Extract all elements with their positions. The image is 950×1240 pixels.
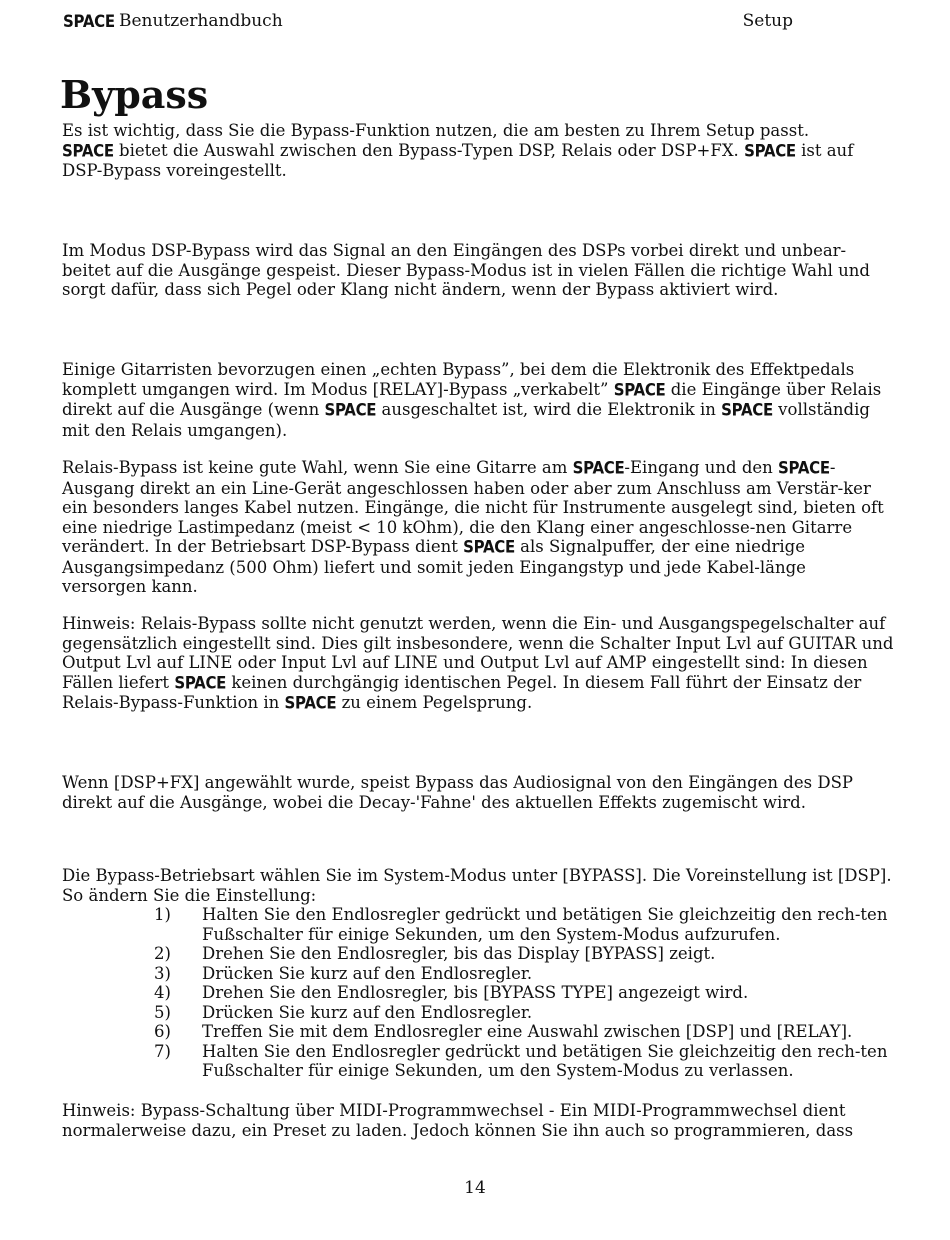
list-item: [62, 905, 894, 944]
page-header: [63, 10, 793, 34]
step-text: Treffen Sie mit dem Endlosregler eine Auswahl zwischen [DSP] und [RELAY].: [202, 1022, 853, 1041]
space-logo: SPACE: [63, 10, 115, 32]
space-logo: SPACE: [463, 536, 515, 558]
step-number: 2): [154, 944, 171, 963]
paragraph-dsp-fx: Wenn [DSP+FX] angewählt wurde, speist Bypass das Audiosignal von den Eingängen des DSP direkt auf die Ausgänge, wobei die Decay-'Fahne' des aktuellen Effekts zugemischt wird.: [62, 773, 853, 812]
list-item: [62, 1042, 894, 1081]
space-logo: SPACE: [721, 399, 773, 421]
step-number: 7): [154, 1041, 171, 1061]
space-logo: SPACE: [62, 140, 114, 161]
relay-text-c: ausgeschaltet ist, wird die Elektronik in: [376, 400, 722, 419]
section-heading: Bypass: [60, 72, 209, 117]
steps-list: [62, 905, 894, 1081]
step-text: Halten Sie den Endlosregler gedrückt und betätigen Sie gleichzeitig den rech-ten Fußschalter für einige Sekunden, um den System-Modus zu verlassen.: [202, 1041, 888, 1080]
list-item: [62, 1003, 894, 1023]
hint-text-c: zu einem Pegelsprung.: [336, 693, 533, 712]
step-text: Halten Sie den Endlosregler gedrückt und betätigen Sie gleichzeitig den rech-ten Fußschalter für einige Sekunden, um den System-Modus aufzurufen.: [202, 905, 888, 944]
relay-note-text-a: Relais-Bypass ist keine gute Wahl, wenn Sie eine Gitarre am: [62, 458, 573, 477]
paragraph-select-mode: Die Bypass-Betriebsart wählen Sie im System-Modus unter [BYPASS]. Die Voreinstellung ist [DSP]. So ändern Sie die Einstellung:: [62, 866, 892, 905]
paragraph-hint-relay: [62, 614, 894, 714]
space-logo: SPACE: [778, 457, 830, 479]
intro-text-b: bietet die Auswahl zwischen den Bypass-Typen DSP, Relais oder DSP+FX.: [113, 140, 745, 160]
step-text: Drücken Sie kurz auf den Endlosregler.: [202, 963, 533, 983]
relay-note-text-b: -Eingang und den: [624, 458, 779, 477]
step-number: 6): [154, 1022, 171, 1041]
header-section: Setup: [742, 11, 793, 31]
paragraph-hint-midi: Hinweis: Bypass-Schaltung über MIDI-Programmwechsel - Ein MIDI-Programmwechsel dient normalerweise dazu, ein Preset zu laden. Jedoch können Sie ihn auch so programmieren, dass: [62, 1101, 854, 1140]
space-logo: SPACE: [284, 692, 337, 714]
step-number: 3): [154, 963, 171, 983]
intro-text-c: ist auf DSP-Bypass voreingestellt.: [62, 140, 854, 180]
step-text: Drehen Sie den Endlosregler, bis das Display [BYPASS] zeigt.: [202, 944, 716, 963]
list-item: [62, 964, 894, 984]
list-item: [62, 983, 894, 1003]
relay-note-text-c: -Ausgang direkt an ein Line-Gerät angeschlossen haben oder aber zum Anschluss am Verstär-ker ein besonders langes Kabel nutzen. Eingänge, die nicht für Instrumente ausgelegt sind, bieten oft eine niedrige Lastimpedanz (meist < 10 kOhm), die den Klang einer angeschlosse-nen Gitarre verändert. In der Betriebsart DSP-Bypass dient: [62, 458, 884, 556]
step-number: 4): [154, 983, 171, 1002]
relay-text-a: Einige Gitarristen bevorzugen einen „echten Bypass”, bei dem die Elektronik des Effektpedals komplett umgangen wird. Im Modus [RELAY]-Bypass „verkabelt”: [62, 360, 855, 399]
step-text: Drücken Sie kurz auf den Endlosregler.: [202, 1002, 533, 1022]
relay-text-b: die Eingänge über Relais direkt auf die Ausgänge (wenn: [62, 379, 882, 419]
space-logo: SPACE: [324, 399, 377, 421]
space-logo: SPACE: [613, 379, 666, 400]
space-logo: SPACE: [174, 672, 227, 693]
paragraph-relay-note: [62, 458, 894, 597]
hint-text-a: Hinweis: Relais-Bypass sollte nicht genutzt werden, wenn die Ein- und Ausgangspegelschalter auf gegensätzlich eingestellt sind. Dies gilt insbesondere, wenn die Schalter Input Lvl auf GUITAR und Output Lvl auf LINE oder Input Lvl auf LINE und Output Lvl auf AMP eingestellt sind: In diesen Fällen liefert: [62, 614, 894, 692]
relay-text-d: vollständig mit den Relais umgangen).: [62, 400, 870, 440]
intro-text-a: Es ist wichtig, dass Sie die Bypass-Funktion nutzen, die am besten zu Ihrem Setup passt.: [62, 121, 810, 140]
step-number: 5): [154, 1002, 171, 1022]
step-number: 1): [154, 905, 171, 924]
page-number: 14: [464, 1178, 486, 1198]
paragraph-intro: [62, 121, 894, 181]
space-logo: SPACE: [572, 457, 625, 479]
list-item: [62, 944, 894, 964]
paragraph-dsp-bypass: Im Modus DSP-Bypass wird das Signal an den Eingängen des DSPs vorbei direkt und unbear-beitet auf die Ausgänge gespeist. Dieser Bypass-Modus ist in vielen Fällen die richtige Wahl und sorgt dafür, dass sich Pegel oder Klang nicht ändern, wenn der Bypass aktiviert wird.: [62, 241, 870, 299]
step-text: Drehen Sie den Endlosregler, bis [BYPASS TYPE] angezeigt wird.: [202, 983, 749, 1002]
paragraph-relay-bypass: [62, 360, 894, 440]
list-item: [62, 1022, 894, 1042]
hint-text-b: keinen durchgängig identischen Pegel. In diesem Fall führt der Einsatz der Relais-Bypass-Funktion in: [62, 672, 862, 712]
space-logo: SPACE: [744, 140, 796, 161]
header-title: Benutzerhandbuch: [119, 11, 283, 31]
relay-note-text-d: als Signalpuffer, der eine niedrige Ausgangsimpedanz (500 Ohm) liefert und somit jeden Eingangstyp und jede Kabel-länge versorgen kann.: [62, 537, 806, 596]
